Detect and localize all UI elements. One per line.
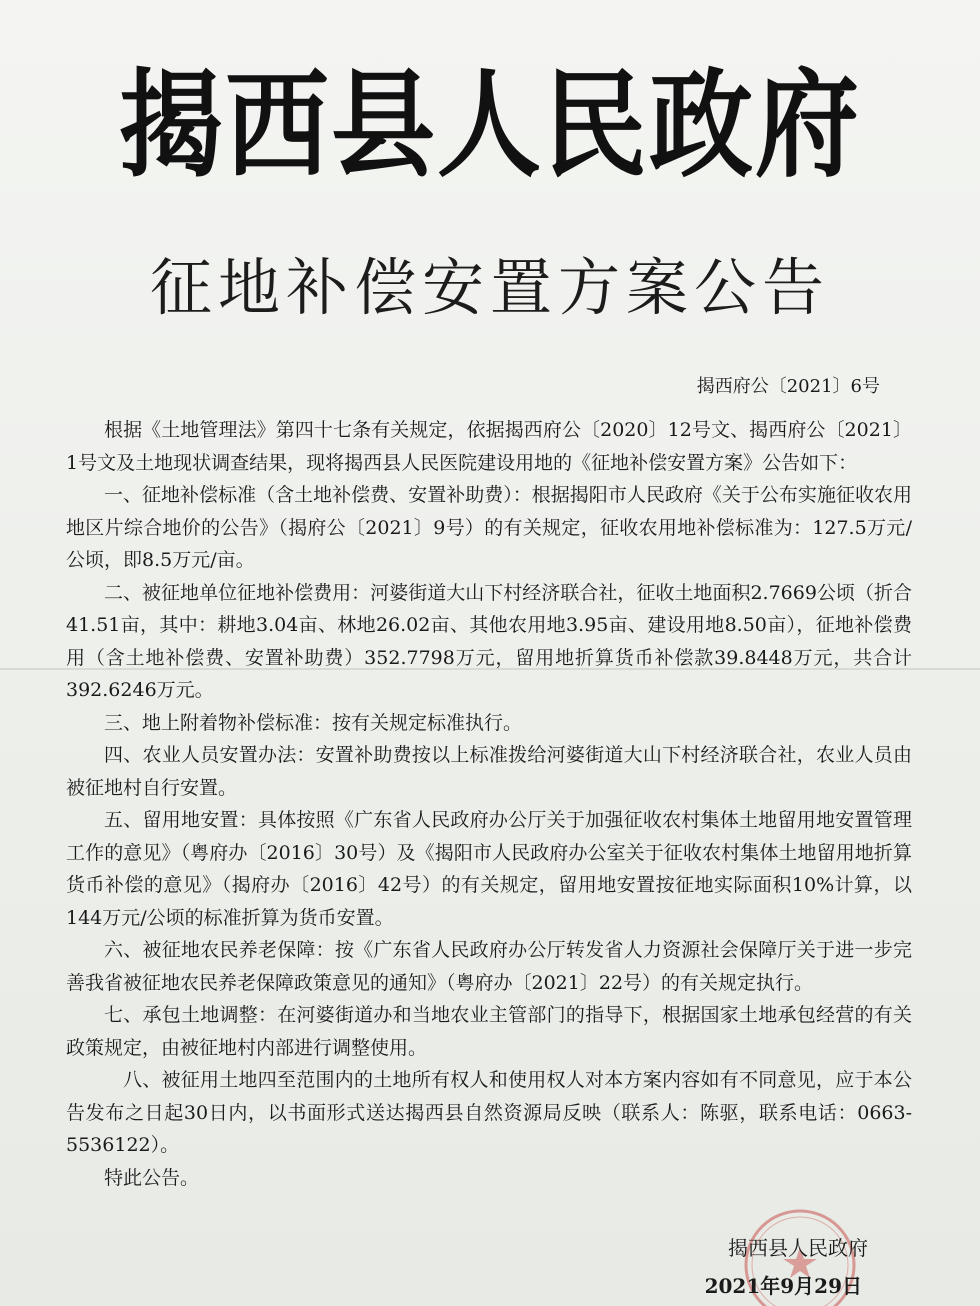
clause-6-pension: 六、被征地农民养老保障：按《广东省人民政府办公厅转发省人力资源社会保障厅关于进一步完善我省被征地农民养老保障政策意见的通知》（粤府办〔2021〕22号）的有关规定执行。 [66,939,912,994]
closing-statement: 特此公告。 [104,1166,200,1189]
document-number: 揭西府公〔2021〕6号 [696,376,880,397]
clause-2-compensation-amount: 二、被征地单位征地补偿费用：河婆街道大山下村经济联合社，征收土地面积2.7669公顷（折合41.51亩，其中：耕地3.04亩、林地26.02亩、其他农用地3.95亩、建设用地8.50亩），征地补偿费用（含土地补偿费、安置补助费）352.7798万元，留用地折算货币补偿款39.8448万元，共合计392.6246万元。 [66,581,912,701]
clause-1-compensation-standard: 一、征地补偿标准（含土地补偿费、安置补助费）：根据揭阳市人民政府《关于公布实施征收农用地区片综合地价的公告》（揭府公〔2021〕9号）的有关规定，征收农用地补偿标准为：127.5万元/公顷，即8.5万元/亩。 [66,484,912,571]
clause-7-contract-land: 七、承包土地调整：在河婆街道办和当地农业主管部门的指导下，根据国家土地承包经营的有关政策规定，由被征地村内部进行调整使用。 [66,1004,912,1059]
issuing-organization-heading: 揭西县人民政府 [118,56,861,194]
notice-body [66,414,912,1194]
document-title: 征地补偿安置方案公告 [149,251,830,324]
signing-organization: 揭西县人民政府 [728,1236,868,1260]
clause-8-objections: 八、被征用土地四至范围内的土地所有权人和使用权人对本方案内容如有不同意见，应于本公告发布之日起30日内，以书面形式送达揭西县自然资源局反映（联系人：陈驱，联系电话：0663-5536122）。 [66,1069,912,1156]
clause-3-attachments: 三、地上附着物补偿标准：按有关规定标准执行。 [104,711,523,734]
clause-4-resettlement: 四、农业人员安置办法：安置补助费按以上标准拨给河婆街道大山下村经济联合社，农业人员由被征地村自行安置。 [66,744,912,799]
clause-5-reserved-land: 五、留用地安置：具体按照《广东省人民政府办公厅关于加强征收农村集体土地留用地安置管理工作的意见》（粤府办〔2016〕30号）及《揭阳市人民政府办公室关于征收农村集体土地留用地折算货币补偿的意见》（揭府办〔2016〕42号）的有关规定，留用地安置按征地实际面积10%计算，以144万元/公顷的标准折算为货币安置。 [66,809,912,929]
intro-paragraph: 根据《土地管理法》第四十七条有关规定，依据揭西府公〔2020〕12号文、揭西府公〔2021〕1号文及土地现状调查结果，现将揭西县人民医院建设用地的《征地补偿安置方案》公告如下： [66,419,912,474]
signing-date: 2021年9月29日 [704,1274,862,1298]
